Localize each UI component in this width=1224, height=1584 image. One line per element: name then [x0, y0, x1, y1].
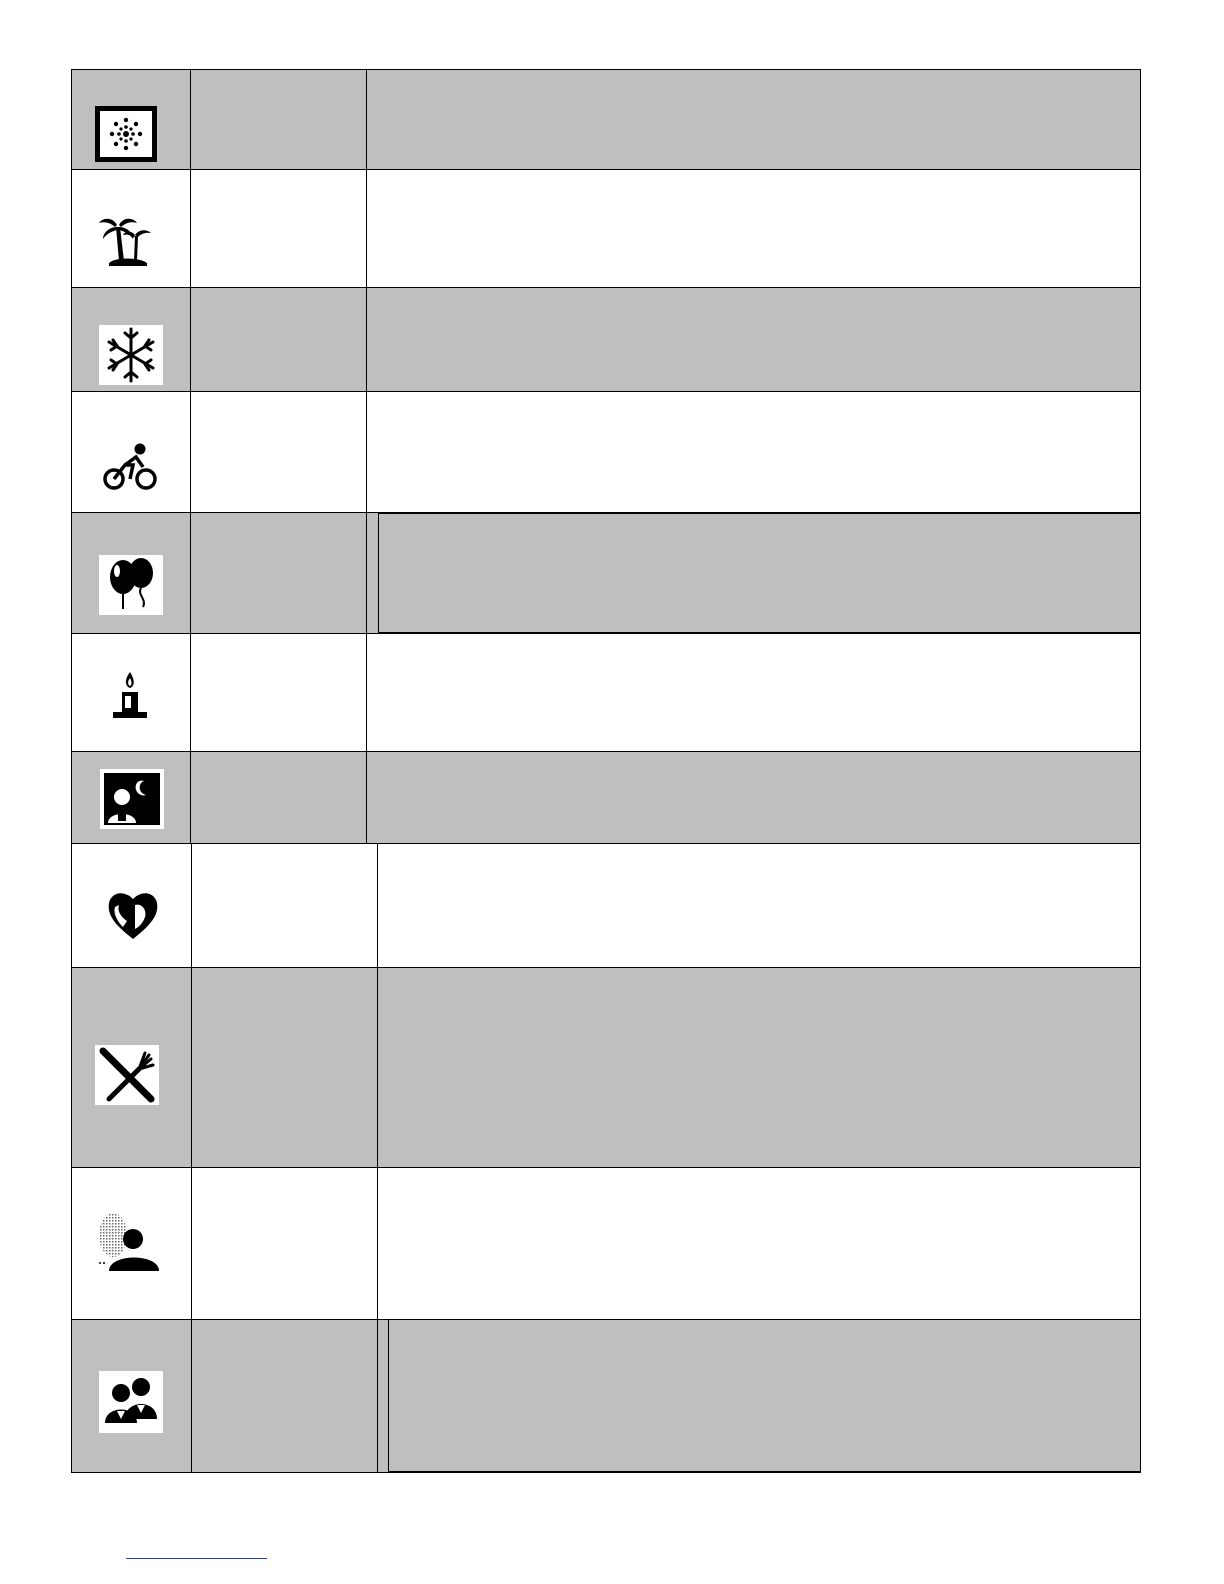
night-portrait-icon: [100, 769, 164, 829]
table-border: [377, 843, 378, 1472]
backlight-portrait-icon: [97, 1211, 161, 1273]
table-row: [71, 1319, 1141, 1472]
table-row: [71, 843, 1141, 967]
table-row: [71, 1167, 1141, 1319]
table-border: [366, 69, 367, 843]
table-border: [190, 69, 191, 843]
table-row: [71, 287, 1141, 391]
romantic-heart-icon: [105, 887, 161, 943]
table-row: [71, 391, 1141, 512]
table-border: [71, 287, 1141, 288]
table-border: [71, 633, 1141, 634]
sports-cyclist-icon: [103, 443, 157, 491]
party-balloons-icon: [99, 555, 163, 615]
fireworks-icon: [95, 106, 157, 162]
food-knife-fork-icon: [95, 1045, 159, 1105]
description-box: [378, 513, 1141, 633]
table-border: [71, 391, 1141, 392]
group-portrait-icon: [99, 1371, 163, 1433]
table-row: [71, 633, 1141, 751]
table-border: [71, 1472, 1141, 1473]
table-border: [71, 512, 1141, 513]
snowflake-icon: [99, 325, 163, 385]
table-border: [71, 69, 1141, 70]
table-row: [71, 751, 1141, 843]
description-box: [388, 1319, 1141, 1472]
table-border: [71, 69, 72, 1472]
table-border: [71, 751, 1141, 752]
table-border: [71, 1167, 1141, 1168]
table-border: [1140, 69, 1141, 1472]
table-border: [191, 843, 192, 1472]
table-row: [71, 512, 1141, 633]
candlelight-icon: [109, 670, 151, 722]
table-border: [71, 1319, 1141, 1320]
beach-palm-icon: [97, 213, 155, 269]
table-row: [71, 169, 1141, 287]
table-row: [71, 69, 1141, 169]
table-row: [71, 967, 1141, 1167]
table-border: [71, 169, 1141, 170]
footer-link-underline[interactable]: [126, 1558, 267, 1559]
table-border: [71, 967, 1141, 968]
table-border: [71, 843, 1141, 844]
